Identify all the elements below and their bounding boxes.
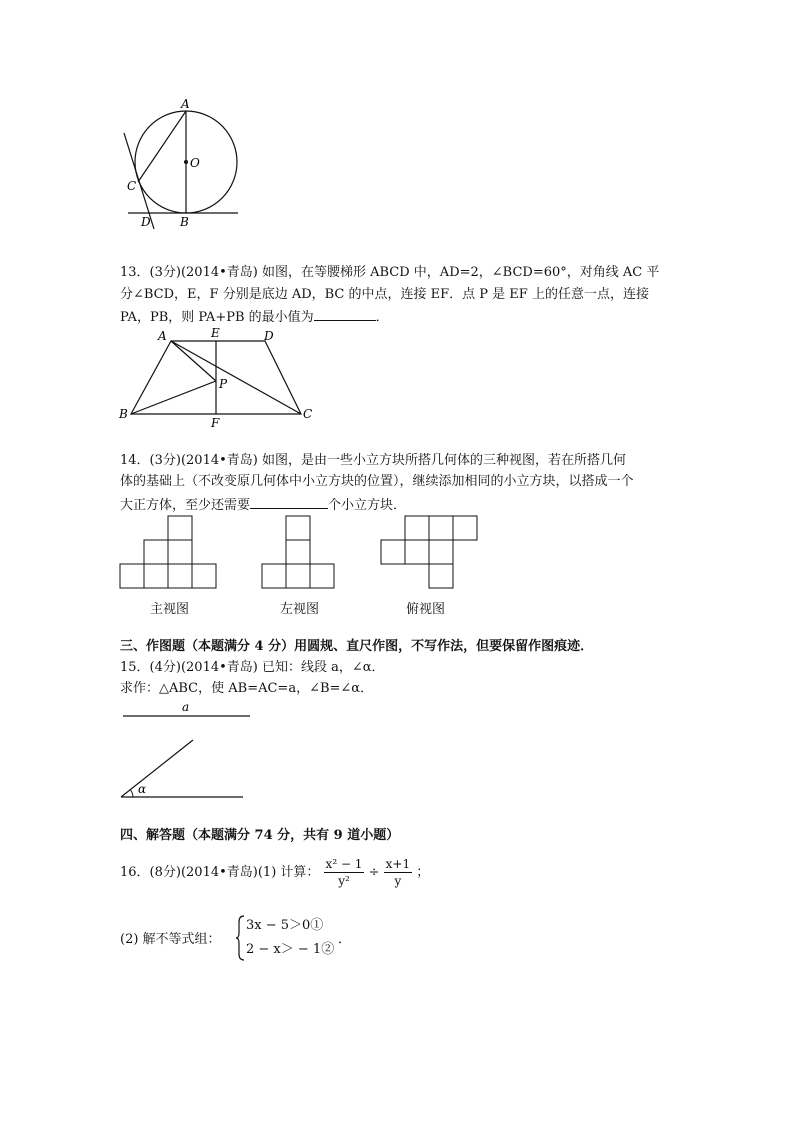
angle-ray-upper (121, 740, 193, 797)
center-point (184, 160, 188, 164)
label-b: B (119, 407, 128, 421)
left-view-figure (261, 515, 337, 591)
q14-line3 (120, 494, 406, 516)
fraction-2 (384, 856, 412, 889)
q13-answer-blank[interactable] (314, 306, 376, 321)
circle-tangent-figure (110, 95, 250, 235)
q16-part1-end: ； (416, 865, 430, 880)
chord-ac (138, 111, 186, 182)
divide-operator: ÷ (368, 865, 380, 880)
q14-answer-blank[interactable] (250, 494, 328, 509)
q14-line3-text: 大正方体，至少还需要 (120, 498, 251, 513)
label-f: F (211, 416, 220, 430)
fraction-1-denominator: y² (338, 874, 350, 888)
brace-icon (235, 915, 245, 961)
label-d: D (264, 329, 274, 343)
q15-line1: 15．(4分)(2014•青岛) 已知：线段 a，∠α． (120, 660, 385, 675)
front-view-figure (119, 515, 219, 591)
label-c: C (303, 407, 313, 421)
q13-line1: 13．(3分)(2014•青岛) 如图，在等腰梯形 ABCD 中，AD=2，∠BCD=60°，对角线 AC 平 (120, 265, 660, 280)
q14-line3-end: 个小立方块． (328, 498, 407, 513)
segment-pa (171, 341, 216, 381)
q13-line3-text: PA，PB，则 PA+PB 的最小值为 (120, 310, 314, 325)
label-a: A (158, 329, 167, 343)
fraction-2-numerator: x+1 (385, 857, 411, 871)
fraction-2-denominator: y (394, 874, 402, 888)
q13-line3 (120, 306, 389, 328)
q16-prefix: 16．(8分)(2014•青岛)(1) 计算： (120, 865, 320, 880)
fraction-1-numerator: x² − 1 (325, 857, 363, 871)
inequality-2: 2 − x＞ − 1② (246, 942, 335, 957)
label-d: D (141, 215, 151, 229)
top-view-figure (380, 515, 480, 591)
q14-line2: 体的基础上（不改变原几何体中小立方块的位置），继续添加相同的小立方块，以搭成一个 (120, 474, 634, 489)
fraction-1 (324, 856, 365, 889)
q15-line2: 求作：△ABC，使 AB=AC=a，∠B=∠α． (120, 681, 374, 696)
top-view-label: 俯视图 (406, 602, 446, 617)
label-o: O (190, 156, 200, 170)
q13-line3-end: ． (375, 310, 389, 325)
segment-angle-figure (115, 700, 250, 800)
q16-part2-prefix: (2) 解不等式组： (120, 932, 221, 947)
angle-alpha-label: α (138, 782, 147, 796)
trapezoid-figure (115, 326, 315, 430)
diagonal-ac (171, 341, 301, 414)
label-e: E (211, 326, 220, 340)
segment-a-label: a (182, 700, 190, 714)
label-p: P (219, 377, 228, 391)
q14-line1: 14．(3分)(2014•青岛) 如图，是由一些小立方块所搭几何体的三种视图，若在所搭几何 (120, 453, 626, 468)
label-b: B (180, 215, 189, 229)
front-view-label: 主视图 (150, 602, 190, 617)
label-c: C (127, 179, 137, 193)
label-a: A (181, 97, 190, 111)
angle-arc (131, 790, 134, 797)
q16-part2-end: ． (338, 932, 352, 947)
left-view-label: 左视图 (280, 602, 320, 617)
section4-heading: 四、解答题（本题满分 74 分，共有 9 道小题） (120, 828, 400, 843)
inequality-1: 3x − 5＞0① (246, 918, 324, 933)
segment-pb (131, 381, 216, 414)
q16-part1 (120, 856, 429, 890)
section3-heading: 三、作图题（本题满分 4 分）用圆规、直尺作图，不写作法，但要保留作图痕迹． (120, 639, 594, 654)
q13-line2: 分∠BCD，E，F 分别是底边 AD，BC 的中点，连接 EF．点 P 是 EF 上的任意一点，连接 (120, 287, 649, 302)
